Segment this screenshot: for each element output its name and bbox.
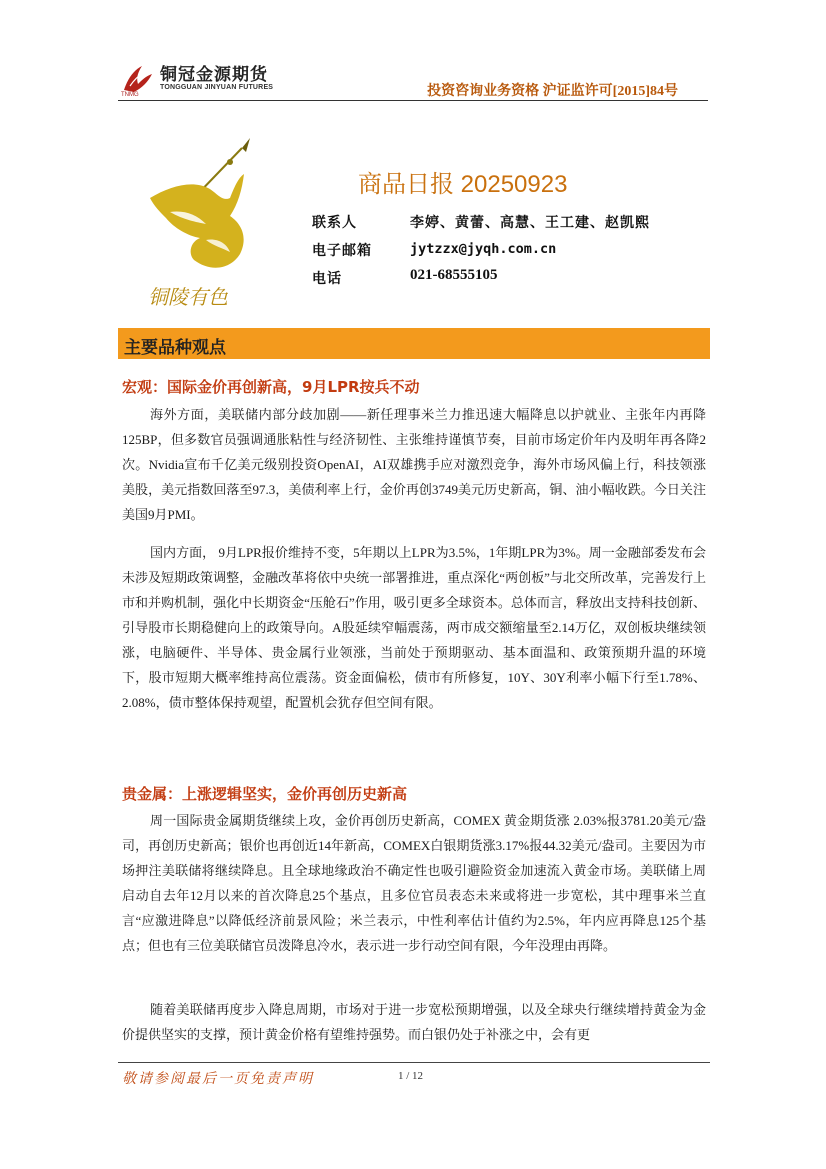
company-name-en: TONGGUAN JINYUAN FUTURES (160, 84, 274, 91)
report-title: 商品日报 20250923 (358, 171, 568, 198)
email-value[interactable]: jytzzx@jyqh.com.cn (410, 241, 557, 257)
logo-tag: TNMG (121, 92, 139, 98)
company-name-cn: 铜冠金源期货 (160, 65, 268, 85)
email-label: 电子邮箱 (312, 243, 372, 259)
phone-label: 电话 (312, 271, 342, 287)
emblem-caption: 铜陵有色 (148, 285, 228, 309)
license-text: 投资咨询业务资格 沪证监许可[2015]84号 (427, 84, 678, 99)
macro-heading: 宏观：国际金价再创新高，9月LPR按兵不动 (122, 378, 420, 396)
section-title: 主要品种观点 (124, 338, 226, 358)
footer-divider (118, 1062, 710, 1063)
precious-heading: 贵金属：上涨逻辑坚实，金价再创历史新高 (122, 785, 408, 803)
precious-paragraph-2: 随着美联储再度步入降息周期，市场对于进一步宽松预期增强，以及全球央行继续增持黄金为金价提供坚实的支撑，预计黄金价格有望维持强势。而白银仍处于补涨之中，会有更 (122, 1002, 706, 1042)
page-number: 1 / 12 (398, 1070, 424, 1082)
contact-value: 李婷、黄蕾、高慧、王工建、赵凯熙 (410, 215, 650, 231)
phone-value: 021-68555105 (410, 267, 498, 283)
macro-paragraph-overseas: 海外方面，美联储内部分歧加剧——新任理事米兰力推迅速大幅降息以护就业、主张年内再降125BP，但多数官员强调通胀粘性与经济韧性、主张维持谨慎节奏，目前市场定价年内及明年再各降2次。Nvidia宣布千亿美元级别投资OpenAI，AI双雄携手应对激烈竞争，海外市场风偏上行，科技领涨美股，美元指数回落至97.3，美债利率上行，金价再创3749美元历史新高，铜、油小幅收跌。今日关注美国9月PMI。 (122, 407, 706, 522)
macro-paragraph-domestic: 国内方面， 9月LPR报价维持不变，5年期以上LPR为3.5%，1年期LPR为3%。周一金融部委发布会未涉及短期政策调整，金融改革将依中央统一部署推进，重点深化“两创板”与北交所改革，完善发行上市和并购机制，强化中长期资金“压舱石”作用，吸引更多全球资本。总体而言，释放出支持科技创新、引导股市长期稳健向上的政策导向。A股延续窄幅震荡，两市成交额缩量至2.14万亿，双创板块继续领涨，电脑硬件、半导体、贵金属行业领涨，当前处于预期驱动、基本面温和、政策预期升温的环境下，股市短期大概率维持高位震荡。资金面偏松，债市有所修复，10Y、30Y利率小幅下行至1.78%、2.08%，债市整体保持观望，配置机会犹存但空间有限。 (122, 545, 706, 710)
disclaimer-note: 敬请参阅最后一页免责声明 (122, 1071, 314, 1087)
tongling-emblem-icon (130, 128, 280, 318)
company-logo-icon (120, 60, 156, 96)
header-divider (118, 100, 708, 101)
contact-label: 联系人 (312, 215, 357, 231)
precious-paragraph-1: 周一国际贵金属期货继续上攻，金价再创历史新高，COMEX 黄金期货涨 2.03%报3781.20美元/盎司，再创历史新高；银价也再创近14年新高，COMEX白银期货涨3.17%报44.32美元/盎司。主要因为市场押注美联储将继续降息。且全球地缘政治不确定性也吸引避险资金加速流入黄金市场。美联储上周启动自去年12月以来的首次降息25个基点，且多位官员表态未来或将进一步宽松，其中理事米兰直言“应激进降息”以降低经济前景风险；米兰表示，中性利率估计值约为2.5%，年内应再降息125个基点；但也有三位美联储官员泼降息冷水，表示进一步行动空间有限，今年没理由再降。 (122, 813, 706, 953)
